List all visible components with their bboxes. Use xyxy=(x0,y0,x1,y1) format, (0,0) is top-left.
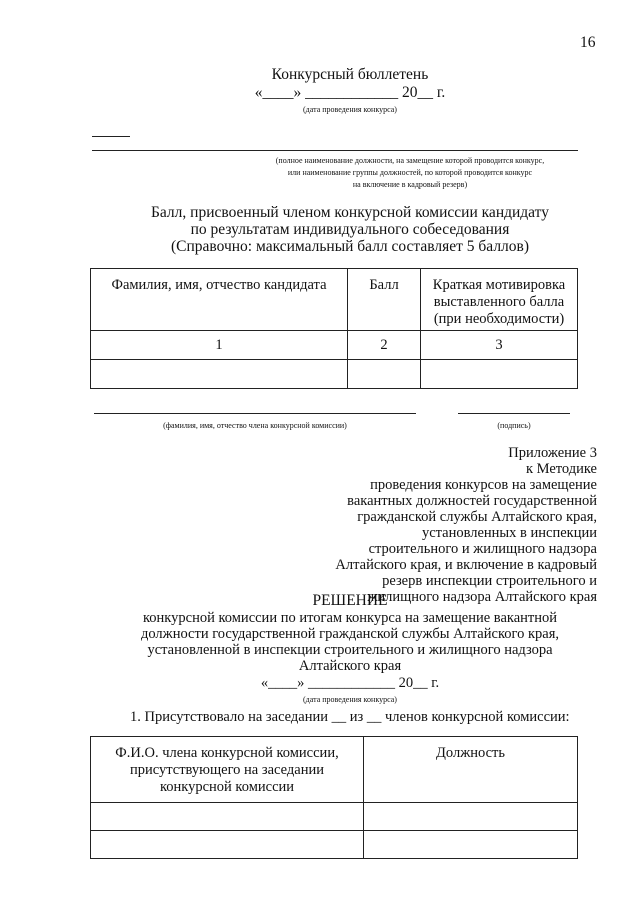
decision-title: РЕШЕНИЕ xyxy=(312,592,388,609)
table-cell xyxy=(421,360,578,389)
appendix-block xyxy=(200,445,597,605)
signer-name-line xyxy=(94,413,416,414)
score-heading-3: (Справочно: максимальный балл составляет 5 баллов) xyxy=(170,238,530,255)
col-number-3: 3 xyxy=(421,331,578,360)
table-cell xyxy=(91,360,348,389)
appendix-line: резерв инспекции строительного и xyxy=(382,573,597,589)
col-header-score: Балл xyxy=(348,269,421,331)
decision-line-2: должности государственной гражданской службы Алтайского края, xyxy=(141,626,559,642)
col-number-1: 1 xyxy=(91,331,348,360)
table-cell xyxy=(91,803,364,831)
col-header-position: Должность xyxy=(364,737,578,803)
appendix-line: Приложение 3 xyxy=(508,445,597,461)
col-number-2: 2 xyxy=(348,331,421,360)
score-heading-1: Балл, присвоенный членом конкурсной комиссии кандидату xyxy=(151,204,549,221)
position-line xyxy=(92,150,578,151)
attendance-line: 1. Присутствовало на заседании __ из __ членов конкурсной комиссии: xyxy=(130,709,570,725)
ballot-title: Конкурсный бюллетень xyxy=(271,66,429,83)
table-cell xyxy=(348,360,421,389)
table-row xyxy=(91,360,578,389)
appendix-line: проведения конкурсов на замещение xyxy=(370,477,597,493)
position-caption-2: или наименование группы должностей, по которой проводится конкурс xyxy=(287,168,533,177)
position-line-short xyxy=(92,136,130,137)
decision-line-3: установленной в инспекции строительного и жилищного надзора xyxy=(147,642,553,658)
table-cell xyxy=(364,831,578,859)
signature-caption: (подпись) xyxy=(497,421,531,430)
ballot-date-line: «____» ____________ 20__ г. xyxy=(254,84,446,101)
page-number: 16 xyxy=(580,34,596,51)
position-caption-1: (полное наименование должности, на замещение которой проводится конкурс, xyxy=(275,156,545,165)
decision-date-caption: (дата проведения конкурса) xyxy=(303,695,397,704)
col-header-candidate: Фамилия, имя, отчество кандидата xyxy=(91,269,348,331)
members-table xyxy=(90,736,578,859)
appendix-line: Алтайского края, и включение в кадровый xyxy=(335,557,597,573)
table-row xyxy=(91,831,578,859)
appendix-line: гражданской службы Алтайского края, xyxy=(357,509,597,525)
decision-line-4: Алтайского края xyxy=(298,658,402,674)
signature-line xyxy=(458,413,570,414)
table-cell xyxy=(91,831,364,859)
appendix-line: жилищного надзора Алтайского края xyxy=(367,589,597,605)
decision-line-1: конкурсной комиссии по итогам конкурса на замещение вакантной xyxy=(142,610,558,626)
appendix-line: установленных в инспекции xyxy=(421,525,597,541)
col-header-member: Ф.И.О. члена конкурсной комиссии, присутствующего на заседании конкурсной комиссии xyxy=(91,737,364,803)
decision-date-line: «____» ____________ 20__ г. xyxy=(260,675,440,691)
table-cell xyxy=(364,803,578,831)
appendix-line: к Методике xyxy=(525,461,597,477)
position-caption-3: на включение в кадровый резерв) xyxy=(352,180,468,189)
score-table xyxy=(90,268,578,389)
col-header-motivation: Краткая мотивировка выставленного балла (при необходимости) xyxy=(421,269,578,331)
ballot-date-caption: (дата проведения конкурса) xyxy=(303,105,397,114)
table-row xyxy=(91,803,578,831)
appendix-line: вакантных должностей государственной xyxy=(347,493,597,509)
signer-caption: (фамилия, имя, отчество члена конкурсной комиссии) xyxy=(163,421,347,430)
appendix-line: строительного и жилищного надзора xyxy=(368,541,597,557)
score-heading-2: по результатам индивидуального собеседования xyxy=(190,221,510,238)
